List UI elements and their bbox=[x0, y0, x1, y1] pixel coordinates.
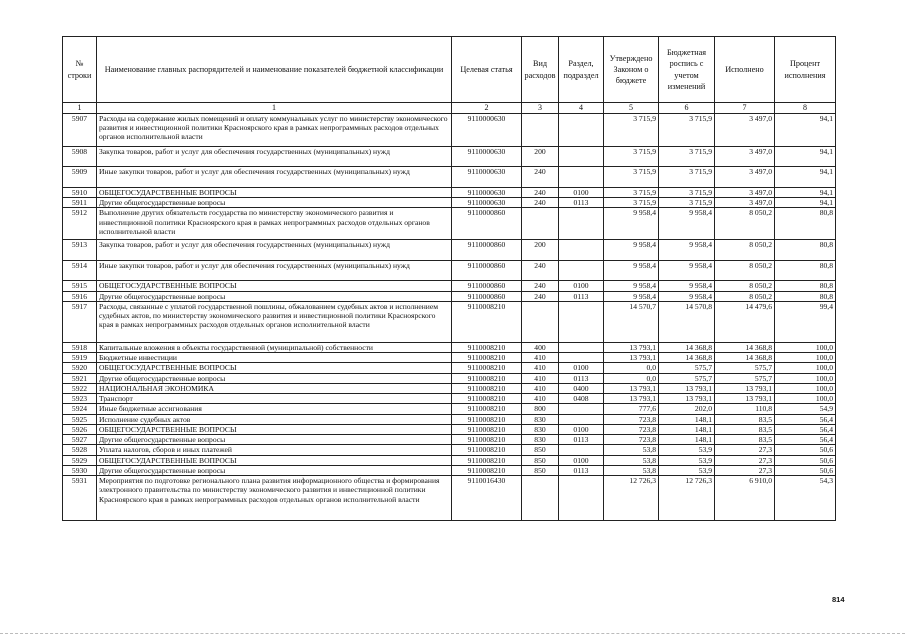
cell-row-number: 5924 bbox=[63, 404, 97, 414]
cell-section: 0113 bbox=[559, 198, 604, 208]
column-number: 2 bbox=[452, 103, 522, 114]
cell-row-number: 5928 bbox=[63, 445, 97, 455]
cell-row-number: 5915 bbox=[63, 281, 97, 291]
cell-target-article: 9110008210 bbox=[452, 435, 522, 445]
cell-percent: 50,6 bbox=[775, 455, 836, 465]
cell-percent: 94,1 bbox=[775, 198, 836, 208]
table-row bbox=[63, 281, 836, 291]
cell-expense-type: 850 bbox=[522, 455, 559, 465]
cell-expense-type: 200 bbox=[522, 146, 559, 166]
table-row bbox=[63, 166, 836, 187]
cell-section bbox=[559, 208, 604, 240]
cell-name: ОБЩЕГОСУДАРСТВЕННЫЕ ВОПРОСЫ bbox=[97, 281, 452, 291]
cell-executed: 8 050,2 bbox=[715, 261, 775, 281]
cell-expense-type: 410 bbox=[522, 363, 559, 373]
cell-approved: 3 715,9 bbox=[604, 146, 659, 166]
budget-execution-table bbox=[62, 36, 836, 521]
cell-percent: 50,6 bbox=[775, 445, 836, 455]
cell-percent: 99,4 bbox=[775, 301, 836, 342]
column-number: 5 bbox=[604, 103, 659, 114]
table-body bbox=[63, 113, 836, 520]
cell-expense-type: 410 bbox=[522, 383, 559, 393]
cell-name: Иные бюджетные ассигнования bbox=[97, 404, 452, 414]
table-row bbox=[63, 404, 836, 414]
cell-approved: 13 793,1 bbox=[604, 342, 659, 352]
cell-executed: 27,3 bbox=[715, 455, 775, 465]
cell-target-article: 9110008210 bbox=[452, 394, 522, 404]
cell-executed: 27,3 bbox=[715, 445, 775, 455]
cell-approved: 3 715,9 bbox=[604, 198, 659, 208]
cell-row-number: 5926 bbox=[63, 424, 97, 434]
cell-target-article: 9110008210 bbox=[452, 373, 522, 383]
cell-row-number: 5927 bbox=[63, 435, 97, 445]
cell-row-number: 5929 bbox=[63, 455, 97, 465]
column-number: 3 bbox=[522, 103, 559, 114]
cell-target-article: 9110008210 bbox=[452, 424, 522, 434]
cell-executed: 3 497,0 bbox=[715, 187, 775, 197]
cell-approved: 9 958,4 bbox=[604, 240, 659, 261]
cell-expense-type: 410 bbox=[522, 373, 559, 383]
page-number: 814 bbox=[832, 595, 845, 604]
cell-percent: 80,8 bbox=[775, 291, 836, 301]
table-row bbox=[63, 240, 836, 261]
cell-budget-schedule: 13 793,1 bbox=[659, 394, 715, 404]
cell-budget-schedule: 53,9 bbox=[659, 445, 715, 455]
cell-row-number: 5918 bbox=[63, 342, 97, 352]
cell-approved: 53,8 bbox=[604, 445, 659, 455]
cell-row-number: 5920 bbox=[63, 363, 97, 373]
header-expense-type: Вид расходов bbox=[522, 37, 559, 103]
cell-row-number: 5922 bbox=[63, 383, 97, 393]
cell-name: Капитальные вложения в объекты государственной (муниципальной) собственности bbox=[97, 342, 452, 352]
cell-target-article: 9110000860 bbox=[452, 240, 522, 261]
cell-name: Закупка товаров, работ и услуг для обеспечения государственных (муниципальных) нужд bbox=[97, 240, 452, 261]
cell-executed: 14 479,6 bbox=[715, 301, 775, 342]
cell-target-article: 9110008210 bbox=[452, 353, 522, 363]
table-row bbox=[63, 208, 836, 240]
cell-section bbox=[559, 301, 604, 342]
cell-name: Расходы на содержание жилых помещений и оплату коммунальных услуг по министерству экономического развития и инвестиционной политики Красноярского края в рамках непрограммных расходов отдельных органов исполнительной власти bbox=[97, 113, 452, 146]
cell-target-article: 9110000630 bbox=[452, 187, 522, 197]
cell-approved: 13 793,1 bbox=[604, 353, 659, 363]
cell-name: НАЦИОНАЛЬНАЯ ЭКОНОМИКА bbox=[97, 383, 452, 393]
table-row bbox=[63, 455, 836, 465]
cell-approved: 9 958,4 bbox=[604, 291, 659, 301]
table-row bbox=[63, 424, 836, 434]
cell-target-article: 9110008210 bbox=[452, 414, 522, 424]
cell-name: ОБЩЕГОСУДАРСТВЕННЫЕ ВОПРОСЫ bbox=[97, 363, 452, 373]
cell-executed: 8 050,2 bbox=[715, 281, 775, 291]
cell-executed: 110,8 bbox=[715, 404, 775, 414]
header-approved: Утверждено Законом о бюджете bbox=[604, 37, 659, 103]
table-header-row bbox=[63, 37, 836, 103]
header-section: Раздел, подраздел bbox=[559, 37, 604, 103]
cell-target-article: 9110008210 bbox=[452, 465, 522, 475]
cell-executed: 83,5 bbox=[715, 435, 775, 445]
cell-budget-schedule: 9 958,4 bbox=[659, 208, 715, 240]
cell-section: 0100 bbox=[559, 187, 604, 197]
cell-target-article: 9110008210 bbox=[452, 363, 522, 373]
cell-target-article: 9110000860 bbox=[452, 208, 522, 240]
cell-section bbox=[559, 404, 604, 414]
cell-budget-schedule: 14 368,8 bbox=[659, 353, 715, 363]
header-percent: Процент исполнения bbox=[775, 37, 836, 103]
cell-section: 0113 bbox=[559, 373, 604, 383]
cell-expense-type: 800 bbox=[522, 404, 559, 414]
cell-percent: 100,0 bbox=[775, 383, 836, 393]
cell-percent: 80,8 bbox=[775, 261, 836, 281]
cell-name: Другие общегосударственные вопросы bbox=[97, 373, 452, 383]
cell-executed: 3 497,0 bbox=[715, 198, 775, 208]
cell-percent: 54,9 bbox=[775, 404, 836, 414]
cell-row-number: 5910 bbox=[63, 187, 97, 197]
cell-name: Другие общегосударственные вопросы bbox=[97, 198, 452, 208]
cell-row-number: 5931 bbox=[63, 476, 97, 521]
cell-percent: 94,1 bbox=[775, 166, 836, 187]
cell-expense-type: 410 bbox=[522, 353, 559, 363]
cell-row-number: 5909 bbox=[63, 166, 97, 187]
cell-section bbox=[559, 261, 604, 281]
cell-expense-type: 850 bbox=[522, 445, 559, 455]
cell-approved: 0,0 bbox=[604, 373, 659, 383]
cell-name: Иные закупки товаров, работ и услуг для обеспечения государственных (муниципальных) нужд bbox=[97, 261, 452, 281]
column-number: 1 bbox=[97, 103, 452, 114]
cell-approved: 13 793,1 bbox=[604, 394, 659, 404]
cell-section bbox=[559, 414, 604, 424]
cell-budget-schedule: 3 715,9 bbox=[659, 187, 715, 197]
cell-row-number: 5925 bbox=[63, 414, 97, 424]
cell-executed: 14 368,8 bbox=[715, 353, 775, 363]
cell-row-number: 5908 bbox=[63, 146, 97, 166]
cell-budget-schedule: 9 958,4 bbox=[659, 281, 715, 291]
cell-target-article: 9110000630 bbox=[452, 198, 522, 208]
cell-executed: 13 793,1 bbox=[715, 383, 775, 393]
table-row bbox=[63, 476, 836, 521]
cell-name: Бюджетные инвестиции bbox=[97, 353, 452, 363]
budget-report-sheet bbox=[62, 36, 836, 521]
cell-target-article: 9110016430 bbox=[452, 476, 522, 521]
cell-executed: 83,5 bbox=[715, 414, 775, 424]
cell-executed: 27,3 bbox=[715, 465, 775, 475]
cell-executed: 13 793,1 bbox=[715, 394, 775, 404]
cell-budget-schedule: 202,0 bbox=[659, 404, 715, 414]
cell-target-article: 9110000860 bbox=[452, 291, 522, 301]
cell-row-number: 5923 bbox=[63, 394, 97, 404]
cell-budget-schedule: 148,1 bbox=[659, 424, 715, 434]
cell-expense-type: 240 bbox=[522, 187, 559, 197]
column-number: 6 bbox=[659, 103, 715, 114]
cell-percent: 94,1 bbox=[775, 146, 836, 166]
cell-section bbox=[559, 166, 604, 187]
cell-target-article: 9110000630 bbox=[452, 113, 522, 146]
cell-section: 0100 bbox=[559, 455, 604, 465]
cell-percent: 56,4 bbox=[775, 424, 836, 434]
table-row bbox=[63, 342, 836, 352]
cell-target-article: 9110000630 bbox=[452, 146, 522, 166]
cell-budget-schedule: 53,9 bbox=[659, 465, 715, 475]
table-row bbox=[63, 261, 836, 281]
table-row bbox=[63, 301, 836, 342]
header-row-no: № строки bbox=[63, 37, 97, 103]
cell-budget-schedule: 575,7 bbox=[659, 373, 715, 383]
table-row bbox=[63, 465, 836, 475]
table-row bbox=[63, 187, 836, 197]
cell-budget-schedule: 13 793,1 bbox=[659, 383, 715, 393]
table-row bbox=[63, 291, 836, 301]
cell-approved: 53,8 bbox=[604, 455, 659, 465]
cell-approved: 9 958,4 bbox=[604, 208, 659, 240]
cell-row-number: 5913 bbox=[63, 240, 97, 261]
table-row bbox=[63, 414, 836, 424]
cell-percent: 50,6 bbox=[775, 465, 836, 475]
cell-budget-schedule: 3 715,9 bbox=[659, 146, 715, 166]
cell-executed: 8 050,2 bbox=[715, 240, 775, 261]
cell-name: Исполнение судебных актов bbox=[97, 414, 452, 424]
table-row bbox=[63, 353, 836, 363]
cell-budget-schedule: 9 958,4 bbox=[659, 291, 715, 301]
cell-percent: 100,0 bbox=[775, 353, 836, 363]
cell-approved: 723,8 bbox=[604, 435, 659, 445]
cell-percent: 100,0 bbox=[775, 394, 836, 404]
cell-approved: 13 793,1 bbox=[604, 383, 659, 393]
cell-approved: 53,8 bbox=[604, 465, 659, 475]
cell-expense-type: 830 bbox=[522, 414, 559, 424]
cell-approved: 777,6 bbox=[604, 404, 659, 414]
cell-approved: 3 715,9 bbox=[604, 166, 659, 187]
cell-expense-type: 240 bbox=[522, 198, 559, 208]
cell-section bbox=[559, 353, 604, 363]
cell-target-article: 9110008210 bbox=[452, 455, 522, 465]
cell-target-article: 9110000860 bbox=[452, 281, 522, 291]
cell-section bbox=[559, 113, 604, 146]
cell-row-number: 5916 bbox=[63, 291, 97, 301]
header-target-article: Целевая статья bbox=[452, 37, 522, 103]
cell-section: 0113 bbox=[559, 435, 604, 445]
cell-budget-schedule: 53,9 bbox=[659, 455, 715, 465]
table-row bbox=[63, 363, 836, 373]
cell-executed: 83,5 bbox=[715, 424, 775, 434]
cell-name: Другие общегосударственные вопросы bbox=[97, 465, 452, 475]
cell-target-article: 9110000630 bbox=[452, 166, 522, 187]
header-name: Наименование главных распорядителей и наименование показателей бюджетной классификации bbox=[97, 37, 452, 103]
column-number: 8 bbox=[775, 103, 836, 114]
cell-percent: 100,0 bbox=[775, 363, 836, 373]
cell-expense-type: 410 bbox=[522, 394, 559, 404]
cell-approved: 12 726,3 bbox=[604, 476, 659, 521]
cell-approved: 9 958,4 bbox=[604, 261, 659, 281]
header-budget-schedule: Бюджетная роспись с учетом изменений bbox=[659, 37, 715, 103]
cell-target-article: 9110008210 bbox=[452, 301, 522, 342]
cell-budget-schedule: 14 368,8 bbox=[659, 342, 715, 352]
cell-percent: 80,8 bbox=[775, 240, 836, 261]
cell-row-number: 5921 bbox=[63, 373, 97, 383]
cell-expense-type bbox=[522, 208, 559, 240]
cell-budget-schedule: 3 715,9 bbox=[659, 113, 715, 146]
cell-section: 0113 bbox=[559, 465, 604, 475]
scan-edge-line bbox=[0, 633, 905, 634]
table-row bbox=[63, 146, 836, 166]
cell-section bbox=[559, 476, 604, 521]
cell-percent: 94,1 bbox=[775, 113, 836, 146]
cell-expense-type bbox=[522, 301, 559, 342]
table-row bbox=[63, 445, 836, 455]
cell-row-number: 5912 bbox=[63, 208, 97, 240]
cell-expense-type: 240 bbox=[522, 261, 559, 281]
column-number-row bbox=[63, 103, 836, 114]
cell-expense-type bbox=[522, 113, 559, 146]
cell-row-number: 5914 bbox=[63, 261, 97, 281]
cell-approved: 723,8 bbox=[604, 414, 659, 424]
cell-row-number: 5911 bbox=[63, 198, 97, 208]
cell-percent: 56,4 bbox=[775, 435, 836, 445]
cell-section bbox=[559, 342, 604, 352]
cell-name: Транспорт bbox=[97, 394, 452, 404]
cell-expense-type: 240 bbox=[522, 291, 559, 301]
cell-expense-type: 830 bbox=[522, 435, 559, 445]
cell-section bbox=[559, 445, 604, 455]
cell-target-article: 9110008210 bbox=[452, 342, 522, 352]
cell-name: Уплата налогов, сборов и иных платежей bbox=[97, 445, 452, 455]
cell-budget-schedule: 3 715,9 bbox=[659, 198, 715, 208]
table-row bbox=[63, 113, 836, 146]
table-row bbox=[63, 198, 836, 208]
cell-approved: 3 715,9 bbox=[604, 187, 659, 197]
table-row bbox=[63, 394, 836, 404]
column-number: 1 bbox=[63, 103, 97, 114]
cell-name: Иные закупки товаров, работ и услуг для обеспечения государственных (муниципальных) нужд bbox=[97, 166, 452, 187]
cell-section: 0100 bbox=[559, 281, 604, 291]
cell-section bbox=[559, 146, 604, 166]
table-row bbox=[63, 383, 836, 393]
cell-budget-schedule: 12 726,3 bbox=[659, 476, 715, 521]
cell-name: Расходы, связанные с уплатой государственной пошлины, обжалованием судебных актов и исполнением судебных актов, по министерству экономического развития и инвестиционной политики Красноярского края в рамках непрограммных расходов отдельных органов исполнительной власти bbox=[97, 301, 452, 342]
cell-budget-schedule: 9 958,4 bbox=[659, 261, 715, 281]
cell-executed: 8 050,2 bbox=[715, 208, 775, 240]
header-executed: Исполнено bbox=[715, 37, 775, 103]
cell-row-number: 5907 bbox=[63, 113, 97, 146]
cell-executed: 3 497,0 bbox=[715, 146, 775, 166]
cell-executed: 6 910,0 bbox=[715, 476, 775, 521]
cell-section bbox=[559, 240, 604, 261]
cell-section: 0100 bbox=[559, 363, 604, 373]
cell-section: 0400 bbox=[559, 383, 604, 393]
cell-executed: 8 050,2 bbox=[715, 291, 775, 301]
cell-approved: 3 715,9 bbox=[604, 113, 659, 146]
cell-executed: 3 497,0 bbox=[715, 113, 775, 146]
cell-name: ОБЩЕГОСУДАРСТВЕННЫЕ ВОПРОСЫ bbox=[97, 187, 452, 197]
cell-percent: 100,0 bbox=[775, 342, 836, 352]
table-row bbox=[63, 435, 836, 445]
cell-expense-type: 850 bbox=[522, 465, 559, 475]
cell-name: Мероприятия по подготовке регионального плана развития информационного общества и формирования электронного правительства по министерству экономического развития и инвестиционной политики Красноярского края в рамках непрограммных расходов отдельных органов исполнительной власти bbox=[97, 476, 452, 521]
table-row bbox=[63, 373, 836, 383]
cell-percent: 80,8 bbox=[775, 208, 836, 240]
cell-target-article: 9110008210 bbox=[452, 383, 522, 393]
cell-budget-schedule: 9 958,4 bbox=[659, 240, 715, 261]
cell-name: Выполнение других обязательств государства по министерству экономического развития и инвестиционной политики Красноярского края в рамках непрограммных расходов отдельных органов исполнительной власти bbox=[97, 208, 452, 240]
cell-expense-type bbox=[522, 476, 559, 521]
cell-expense-type: 830 bbox=[522, 424, 559, 434]
cell-row-number: 5917 bbox=[63, 301, 97, 342]
cell-executed: 3 497,0 bbox=[715, 166, 775, 187]
cell-budget-schedule: 14 570,8 bbox=[659, 301, 715, 342]
cell-budget-schedule: 148,1 bbox=[659, 435, 715, 445]
cell-name: ОБЩЕГОСУДАРСТВЕННЫЕ ВОПРОСЫ bbox=[97, 455, 452, 465]
cell-percent: 94,1 bbox=[775, 187, 836, 197]
cell-target-article: 9110000860 bbox=[452, 261, 522, 281]
cell-percent: 54,3 bbox=[775, 476, 836, 521]
cell-approved: 14 570,7 bbox=[604, 301, 659, 342]
cell-section: 0100 bbox=[559, 424, 604, 434]
cell-executed: 575,7 bbox=[715, 373, 775, 383]
cell-section: 0113 bbox=[559, 291, 604, 301]
cell-percent: 100,0 bbox=[775, 373, 836, 383]
cell-name: Другие общегосударственные вопросы bbox=[97, 291, 452, 301]
cell-expense-type: 400 bbox=[522, 342, 559, 352]
cell-approved: 9 958,4 bbox=[604, 281, 659, 291]
cell-row-number: 5919 bbox=[63, 353, 97, 363]
cell-name: Другие общегосударственные вопросы bbox=[97, 435, 452, 445]
cell-name: ОБЩЕГОСУДАРСТВЕННЫЕ ВОПРОСЫ bbox=[97, 424, 452, 434]
cell-target-article: 9110008210 bbox=[452, 445, 522, 455]
cell-expense-type: 240 bbox=[522, 281, 559, 291]
cell-executed: 14 368,8 bbox=[715, 342, 775, 352]
cell-expense-type: 240 bbox=[522, 166, 559, 187]
cell-executed: 575,7 bbox=[715, 363, 775, 373]
cell-percent: 56,4 bbox=[775, 414, 836, 424]
cell-approved: 723,8 bbox=[604, 424, 659, 434]
cell-budget-schedule: 148,1 bbox=[659, 414, 715, 424]
cell-section: 0408 bbox=[559, 394, 604, 404]
cell-expense-type: 200 bbox=[522, 240, 559, 261]
cell-budget-schedule: 575,7 bbox=[659, 363, 715, 373]
cell-target-article: 9110008210 bbox=[452, 404, 522, 414]
cell-budget-schedule: 3 715,9 bbox=[659, 166, 715, 187]
cell-name: Закупка товаров, работ и услуг для обеспечения государственных (муниципальных) нужд bbox=[97, 146, 452, 166]
cell-approved: 0,0 bbox=[604, 363, 659, 373]
column-number: 7 bbox=[715, 103, 775, 114]
column-number: 4 bbox=[559, 103, 604, 114]
cell-row-number: 5930 bbox=[63, 465, 97, 475]
cell-percent: 80,8 bbox=[775, 281, 836, 291]
